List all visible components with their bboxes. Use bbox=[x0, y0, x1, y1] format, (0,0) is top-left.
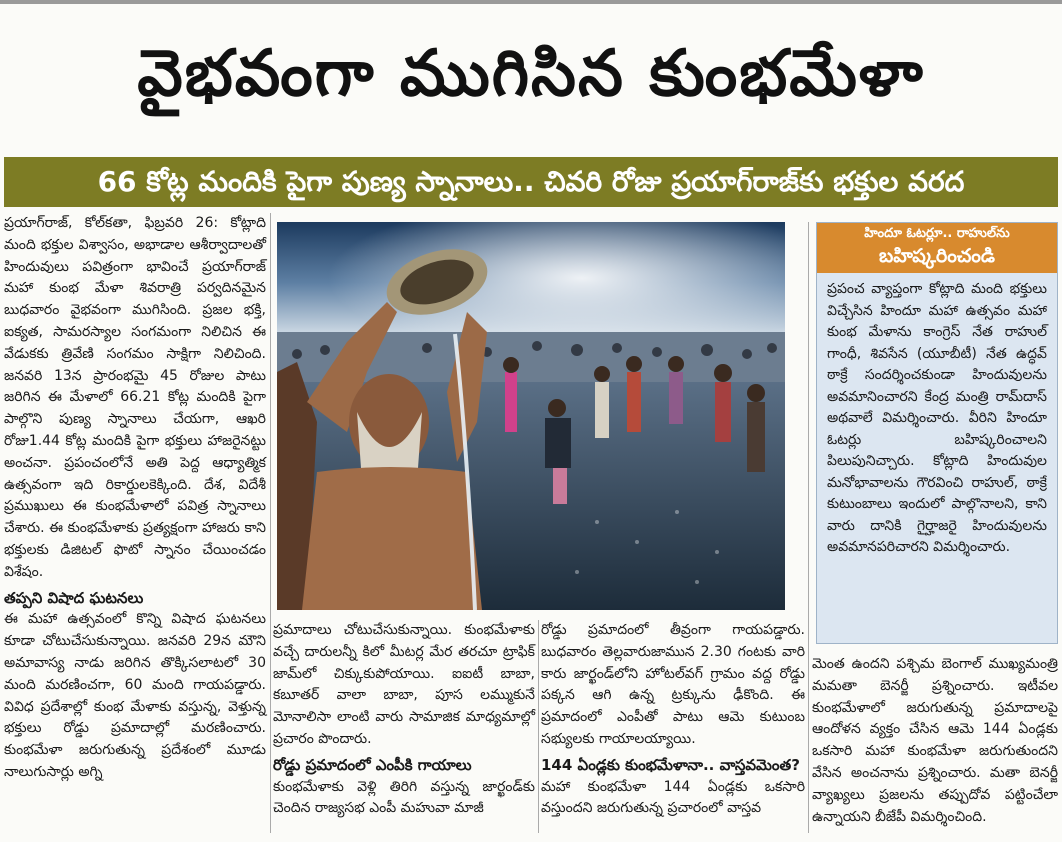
kumbh-mela-photo bbox=[277, 222, 785, 610]
col2-text-2: కుంభమేళాకు వెళ్లి తిరిగి వస్తున్న జార్ఖండ్‌కు చెందిన రాజ్యసభ ఎంపీ మహువా మాజీ bbox=[273, 778, 535, 817]
sidebar-box bbox=[816, 222, 1058, 644]
headline: వైభవంగా ముగిసిన కుంభమేళా bbox=[137, 37, 925, 111]
article-column-3 bbox=[541, 620, 805, 820]
col3-text-2: మహా కుంభమేళా 144 ఏండ్లకు ఒకసారి వస్తుందని జరుగుతున్న ప్రచారంలో వాస్తవ bbox=[541, 778, 805, 817]
mp-injury-subhead: రోడ్డు ప్రమాదంలో ఎంపీకి గాయాలు bbox=[273, 755, 472, 774]
top-rule bbox=[0, 0, 1062, 4]
article-intro: ప్రయాగ్‌రాజ్, కోల్‌కతా, ఫిబ్రవరి 26: కోట్లాది మంది భక్తుల విశ్వాసం, అభాడాల ఆశీర్వాదాలతో హిందువులు పవిత్రంగా భావించే ప్రయాగ్‌రాజ్ మహా కుంభ మేళా శివరాత్రి పర్వదినమైన బుధవారం వైభవంగా ముగిసింది. ప్రజల భక్తి, ఐక్యత, సామరస్యాల సంగమంగా నిలిచిన ఈ వేడుకకు త్రివేణి సంగమం సాక్షిగా నిలిచింది. జనవరి 13న ప్రారంభమై 45 రోజుల పాటు జరిగిన ఈ మేళాలో 66.21 కోట్ల మందికి పైగా పాల్గొని పుణ్య స్నానాలు చేయగా, ఆఖరి రోజు1.44 కోట్ల మందికి పైగా భక్తులు హాజరైనట్టు అంచనా. ప్రపంచంలోనే అతి పెద్ద ఆధ్యాత్మిక ఉత్సవంగా ఇది రికార్డులకెక్కింది. దేశ, విదేశీ ప్రముఖులు ఈ కుంభమేళాలో పవిత్ర స్నానాలు చేశారు. ఈ కుంభమేళాకు ప్రత్యక్షంగా హాజరు కాని భక్తులకు డిజిటల్ ఫొటో స్నానం చేయించడం విశేషం. bbox=[4, 215, 266, 580]
144-years-subhead: 144 ఏండ్లకు కుంభమేళానా.. వాస్తవమెంత? bbox=[541, 755, 800, 774]
tragedy-subhead: తప్పని విషాద ఘటనలు bbox=[4, 588, 144, 607]
sidebar-kicker: హిందూ ఓటర్లూ.. రాహుల్‌ను bbox=[864, 226, 1010, 241]
subheadline-banner: 66 కోట్ల మందికి పైగా పుణ్య స్నానాలు.. చివరి రోజు ప్రయాగ్‌రాజ్‌కు భక్తుల వరద bbox=[4, 157, 1058, 207]
column-divider bbox=[270, 213, 271, 833]
sidebar-title: బహిష్కరించండి bbox=[879, 245, 995, 267]
col2-text: ప్రమాదాలు చోటుచేసుకున్నాయి. కుంభమేళాకు వచ్చే దారులన్నీ కిలో మీటర్ల మేర తరచూ ట్రాఫిక్ జామ్‌లో చిక్కుకుపోయాయి. ఐఐటీ బాబా, కబూతర్ వాలా బాబా, పూస లమ్ముకునే మోనాలిసా లాంటి వారు సామాజిక మాధ్యమాల్లో ప్రచారం పొందారు. bbox=[273, 622, 535, 747]
article-column-1 bbox=[4, 213, 266, 784]
article-column-2 bbox=[273, 620, 535, 820]
tragedy-text: ఈ మహా ఉత్సవంలో కొన్ని విషాద ఘటనలు కూడా చోటుచేసుకున్నాయి. జనవరి 29న మౌని అమావాస్య నాడు జరిగిన తొక్కిసలాటలో 30 మంది మరణించగా, 60 మంది గాయపడ్డారు. వివిధ ప్రదేశాల్లో కుంభ మేళాకు వస్తున్న, వెళ్తున్న భక్తులు రోడ్డు ప్రమాదాల్లో మరణించారు. కుంభమేళా జరుగుతున్న ప్రదేశంలో మూడు నాలుగుసార్లు అగ్ని bbox=[4, 611, 266, 780]
column-divider bbox=[808, 222, 809, 833]
sidebar-header bbox=[817, 223, 1057, 273]
column-divider bbox=[538, 620, 539, 833]
col3-text: రోడ్డు ప్రమాదంలో తీవ్రంగా గాయపడ్డారు. బుధవారం తెల్లవారుజామున 2.30 గంటకు వారి కారు జార్ఖండ్‌లోని హోటల్‌వగ్ గ్రామం వద్ద రోడ్డు పక్కన ఆగి ఉన్న ట్రక్కును ఢీకొంది. ఈ ప్రమాదంలో ఎంపీతో పాటు ఆమె కుటుంబ సభ్యులకు గాయాలయ్యాయి. bbox=[541, 622, 805, 747]
article-column-4 bbox=[812, 654, 1058, 828]
photo-illustration bbox=[277, 222, 785, 610]
sidebar-body: ప్రపంచ వ్యాప్తంగా కోట్లాది మంది భక్తులు విచ్చేసిన హిందూ మహా ఉత్సవం మహా కుంభ మేళాను కాంగ్రెస్ నేత రాహుల్ గాంధీ, శివసేన (యూబీటీ) నేత ఉద్ధవ్ ఠాక్రే సందర్శించకుండా హిందువులను అవమానించారని కేంద్ర మంత్రి రామ్‌దాస్ అథవాలే విమర్శించారు. వీరిని హిందూ ఓటర్లు బహిష్కరించాలని పిలుపునిచ్చారు. కోట్లాది హిందువుల మనోభావాలను గౌరవించి రాహుల్, ఠాక్రే కుటుంబాలు ఇందులో పాల్గొనాలని, కాని వారు దానికి గైర్హాజరై హిందువులను అవమానపరిచారని విమర్శించారు. bbox=[827, 281, 1047, 555]
col4-text: మెంత ఉందని పశ్చిమ బెంగాల్ ముఖ్యమంత్రి మమతా బెనర్జీ ప్రశ్నించారు. ఇటీవల కుంభమేళాలో జరుగుతున్న ప్రమాదాలపై ఆందోళన వ్యక్తం చేసిన ఆమె 144 ఏండ్లకు ఒకసారి మహా కుంభమేళా జరుగుతుందని వేసిన అంచనాను ప్రశ్నించారు. మతా బెనర్జీ వ్యాఖ్యలు ప్రజలను తప్పుదోవ పట్టించేలా ఉన్నాయని బీజేపీ విమర్శించింది. bbox=[812, 656, 1058, 825]
